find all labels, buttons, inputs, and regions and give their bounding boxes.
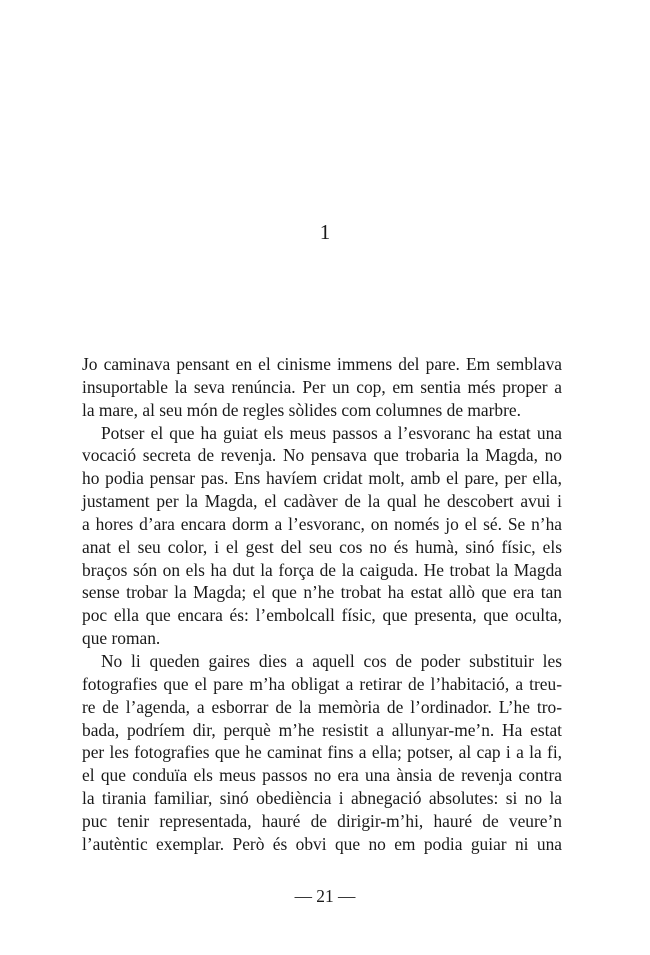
page-number: — 21 —: [294, 886, 356, 906]
text-line: puc tenir representada, hauré de dirigir-m’hi, hauré de veure’n: [82, 810, 562, 831]
text-line: per les fotografies que he caminat fins a ella; potser, al cap i a la fi,: [82, 742, 562, 763]
text-line: insuportable la seva renúncia. Per un cop, em sentia més proper a: [82, 376, 562, 397]
text-line: Potser el que ha guiat els meus passos a l’esvoranc ha estat una: [101, 422, 562, 443]
text-line: No li queden gaires dies a aquell cos de poder substituir les: [101, 650, 562, 671]
text-line: poc ella que encara és: l’embolcall físic, que presenta, que oculta,: [82, 605, 562, 626]
text-line: la tirania familiar, sinó obediència i abnegació absolutes: si no la: [82, 788, 562, 809]
text-line: braços són on els ha dut la força de la caiguda. He trobat la Magda: [82, 559, 562, 580]
text-line: que roman.: [82, 628, 161, 649]
text-line: justament per la Magda, el cadàver de la qual he descobert avui i: [82, 491, 562, 512]
text-line: a hores d’ara encara dorm a l’esvoranc, on només jo el sé. Se n’ha: [82, 513, 562, 534]
text-line: Jo caminava pensant en el cinisme immens del pare. Em semblava: [82, 354, 562, 374]
text-line: fotografies que el pare m’ha obligat a retirar de l’habitació, a treu-: [82, 673, 562, 694]
text-line: el que conduïa els meus passos no era una ànsia de revenja contra: [82, 765, 562, 786]
text-line: re de l’agenda, a esborrar de la memòria de l’ordinador. L’he tro-: [82, 696, 562, 717]
text-line: la mare, al seu món de regles sòlides com columnes de marbre.: [82, 399, 521, 420]
chapter-number: 1: [319, 220, 331, 244]
text-line: bada, podríem dir, perquè m’he resistit a allunyar-me’n. Ha estat: [82, 719, 562, 740]
text-line: l’autèntic exemplar. Però és obvi que no em podia guiar ni una: [82, 833, 562, 854]
body-text: [82, 353, 562, 856]
text-line: sense trobar la Magda; el que n’he trobat ha estat allò que era tan: [82, 582, 562, 603]
text-line: anat el seu color, i el gest del seu cos no és humà, sinó físic, els: [82, 536, 562, 557]
text-line: ho podia pensar pas. Ens havíem cridat molt, amb el pare, per ella,: [82, 468, 562, 489]
text-line: vocació secreta de revenja. No pensava que trobaria la Magda, no: [82, 445, 562, 466]
